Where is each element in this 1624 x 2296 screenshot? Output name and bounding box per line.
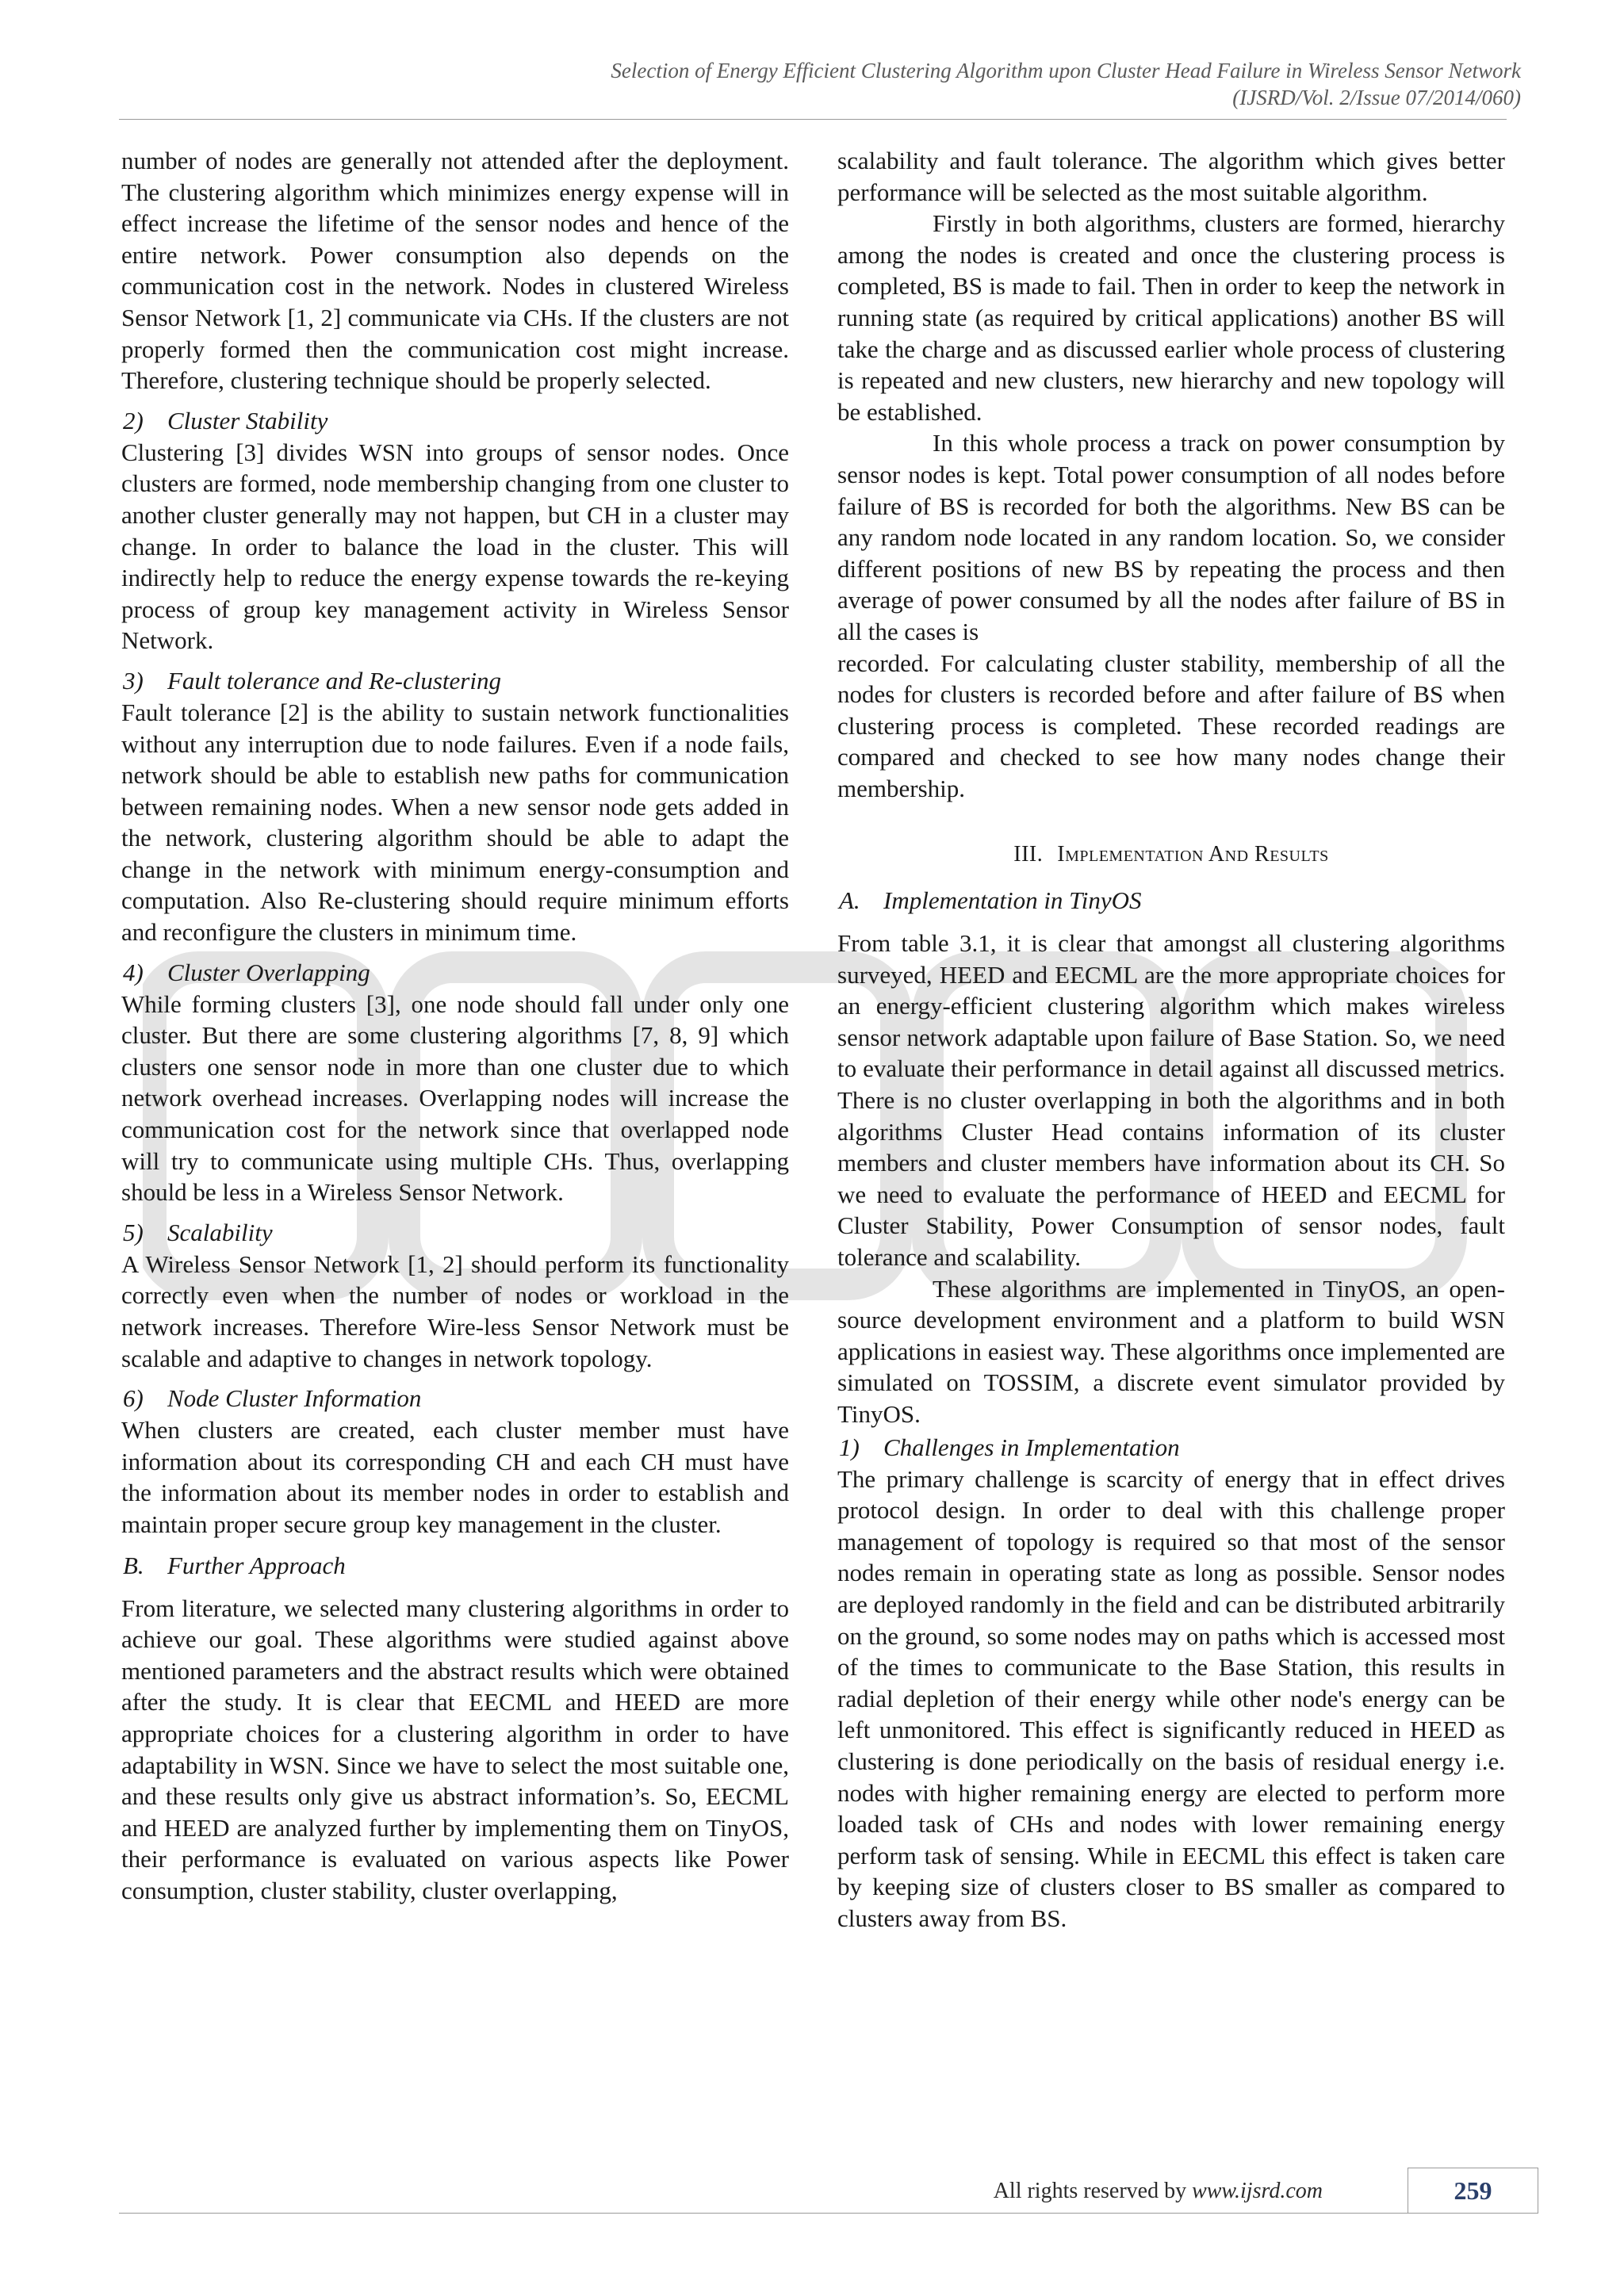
paragraph: In this whole process a track on power consumption by sensor nodes is kept. Total power consumption of all nodes before failure of BS is recorded for both the algorithms. New BS can be any random node located in any random location. So, we consider different positions of new BS by repeating the process and then average of power consumed by all the nodes after failure of BS in all the cases is bbox=[837, 429, 1505, 645]
subheading-number: 1) bbox=[839, 1433, 860, 1461]
subheading-scalability bbox=[121, 1217, 789, 1249]
paragraph: From table 3.1, it is clear that amongst all clustering algorithms surveyed, HEED and EECML are the more appropriate choices for an energy-efficient clustering algorithm which makes wireless sensor network adaptable upon failure of Base Station. So, we need to evaluate their performance in detail against all discussed metrics. There is no cluster overlapping in both the algorithms and in both algorithms Cluster Head contains information of its cluster members and cluster members have information about its CH. So we need to evaluate the performance of HEED and EECML for Cluster Stability, Power Consumption of sensor nodes, fault tolerance and scalability. bbox=[837, 929, 1505, 1271]
paragraph: number of nodes are generally not attended after the deployment. The clustering algorithm which minimizes energy expense will in effect increase the lifetime of the sensor nodes and hence of the entire network. Power consumption also depends on the communication cost in the network. Nodes in clustered Wireless Sensor Network [1, 2] communicate via CHs. If the clusters are not properly formed then the communication cost might increase. Therefore, clustering technique should be properly selected. bbox=[121, 147, 789, 395]
subheading-node-cluster-information bbox=[121, 1383, 789, 1414]
paragraph: While forming clusters [3], one node should fall under only one cluster. But there are some clustering algorithms [7, 8, 9] which clusters one sensor node in more than one cluster due to which network overhead increases. Overlapping nodes will increase the communication cost for the network since that overlapped node will try to communicate using multiple CHs. Thus, overlapping should be less in a Wireless Sensor Network. bbox=[121, 989, 789, 1207]
footer-rights-text: All rights reserved by bbox=[993, 2179, 1187, 2203]
subheading-title: Scalability bbox=[167, 1218, 273, 1246]
left-column bbox=[121, 145, 789, 1907]
subheading-title: Node Cluster Information bbox=[167, 1384, 422, 1413]
section-title: Implementation And Results bbox=[1057, 842, 1329, 867]
subheading-fault-tolerance bbox=[121, 665, 789, 697]
footer-rights bbox=[994, 2179, 1323, 2204]
subheading-cluster-overlapping bbox=[121, 957, 789, 989]
footer-divider bbox=[119, 2213, 1538, 2214]
header-citation: (IJSRD/Vol. 2/Issue 07/2014/060) bbox=[1232, 86, 1521, 109]
paragraph: Clustering [3] divides WSN into groups of sensor nodes. Once clusters are formed, node membership changing from one cluster to another cluster generally may not happen, but CH in a cluster may change. In order to balance the load in the cluster. This will indirectly help to reduce the energy expense towards the re-keying process of group key management activity in Wireless Sensor Network. bbox=[121, 438, 789, 655]
section-heading-implementation bbox=[837, 839, 1505, 871]
subheading-challenges bbox=[837, 1432, 1505, 1464]
paragraph: recorded. For calculating cluster stability, membership of all the nodes for clusters is recorded before and after failure of BS when clustering process is completed. These recorded readings are compared and checked to see how many nodes change their membership. bbox=[837, 649, 1505, 802]
running-header bbox=[331, 57, 1521, 111]
subheading-number: 3) bbox=[123, 666, 144, 695]
paragraph: A Wireless Sensor Network [1, 2] should perform its functionality correctly even when the number of nodes or workload in the network increases. Therefore Wire-less Sensor Network must be scalable and adaptive to changes in network topology. bbox=[121, 1249, 789, 1372]
header-divider bbox=[119, 119, 1507, 120]
subheading-number: 6) bbox=[123, 1384, 144, 1413]
subsection-letter: A. bbox=[839, 886, 860, 915]
paragraph: From literature, we selected many clustering algorithms in order to achieve our goal. These algorithms were studied against above mentioned parameters and the abstract results which were obtained after the study. It is clear that EECML and HEED are more appropriate choices for a clustering algorithm in order to have adaptability in WSN. Since we have to select the most suitable one, and these results only give us abstract information’s. So, EECML and HEED are analyzed further by implementing them on TinyOS, their performance is evaluated on various aspects like Power consumption, cluster stability, cluster overlapping, bbox=[121, 1594, 789, 1904]
subsection-letter: B. bbox=[123, 1551, 144, 1579]
paragraph: Fault tolerance [2] is the ability to sustain network functionalities without any interruption due to node failures. Even if a node fails, network should be able to establish new paths for communication between remaining nodes. When a new sensor node gets added in the network, clustering algorithm should be able to adapt the change in the network with minimum energy-consumption and computation. Also Re-clustering should require minimum efforts and reconfigure the clusters in minimum time. bbox=[121, 698, 789, 947]
subsection-title: Further Approach bbox=[167, 1551, 346, 1579]
subheading-title: Cluster Stability bbox=[167, 406, 328, 434]
footer-site-link[interactable]: www.ijsrd.com bbox=[1192, 2179, 1323, 2203]
right-column bbox=[837, 145, 1505, 1934]
subsection-heading-implementation-tinyos bbox=[837, 885, 1505, 916]
subsection-title: Implementation in TinyOS bbox=[883, 886, 1142, 915]
subsection-heading-further-approach bbox=[121, 1550, 789, 1582]
page-number: 259 bbox=[1408, 2168, 1538, 2214]
paragraph: scalability and fault tolerance. The algorithm which gives better performance will be selected as the most suitable algorithm. bbox=[837, 147, 1505, 206]
subheading-number: 2) bbox=[123, 406, 144, 434]
section-number: III. bbox=[1013, 842, 1044, 867]
paragraph: These algorithms are implemented in TinyOS, an open-source development environment and a platform to build WSN applications in easiest way. These algorithms once implemented are simulated on TOSSIM, a discrete event simulator provided by TinyOS. bbox=[837, 1274, 1505, 1428]
subheading-number: 5) bbox=[123, 1218, 144, 1246]
subheading-title: Cluster Overlapping bbox=[167, 958, 370, 986]
subheading-title: Challenges in Implementation bbox=[883, 1433, 1180, 1461]
paragraph: Firstly in both algorithms, clusters are formed, hierarchy among the nodes is created and once the clustering process is completed, BS is made to fail. Then in order to keep the network in running state (as required by critical applications) another BS will take the charge and as discussed earlier whole process of clustering is repeated and new clusters, new hierarchy and new topology will be established. bbox=[837, 209, 1505, 426]
paragraph: When clusters are created, each cluster member must have information about its corresponding CH and each CH must have the information about its member nodes in order to establish and maintain proper secure group key management in the cluster. bbox=[121, 1416, 789, 1538]
paragraph: The primary challenge is scarcity of energy that in effect drives protocol design. In order to deal with this challenge proper management of topology is required so that most of the sensor nodes remain in operating state as long as possible. Sensor nodes are deployed randomly in the field and can be distributed arbitrarily on the ground, so some nodes may on paths which is accessed most of the times to communicate to the Base Station, this results in radial depletion of their energy while other node's energy can be left unmonitored. This effect is significantly reduced in HEED as clustering is done periodically on the basis of residual energy i.e. nodes with higher remaining energy are elected to perform more loaded task of CHs and nodes with lower remaining energy perform task of sensing. While in EECML this effect is taken care by keeping size of clusters closer to BS smaller as compared to clusters away from BS. bbox=[837, 1464, 1505, 1932]
subheading-cluster-stability bbox=[121, 405, 789, 437]
header-title: Selection of Energy Efficient Clustering Algorithm upon Cluster Head Failure in Wireless Sensor Network bbox=[611, 59, 1521, 82]
page-footer bbox=[119, 2176, 1538, 2218]
subheading-title: Fault tolerance and Re-clustering bbox=[167, 666, 501, 695]
subheading-number: 4) bbox=[123, 958, 144, 986]
